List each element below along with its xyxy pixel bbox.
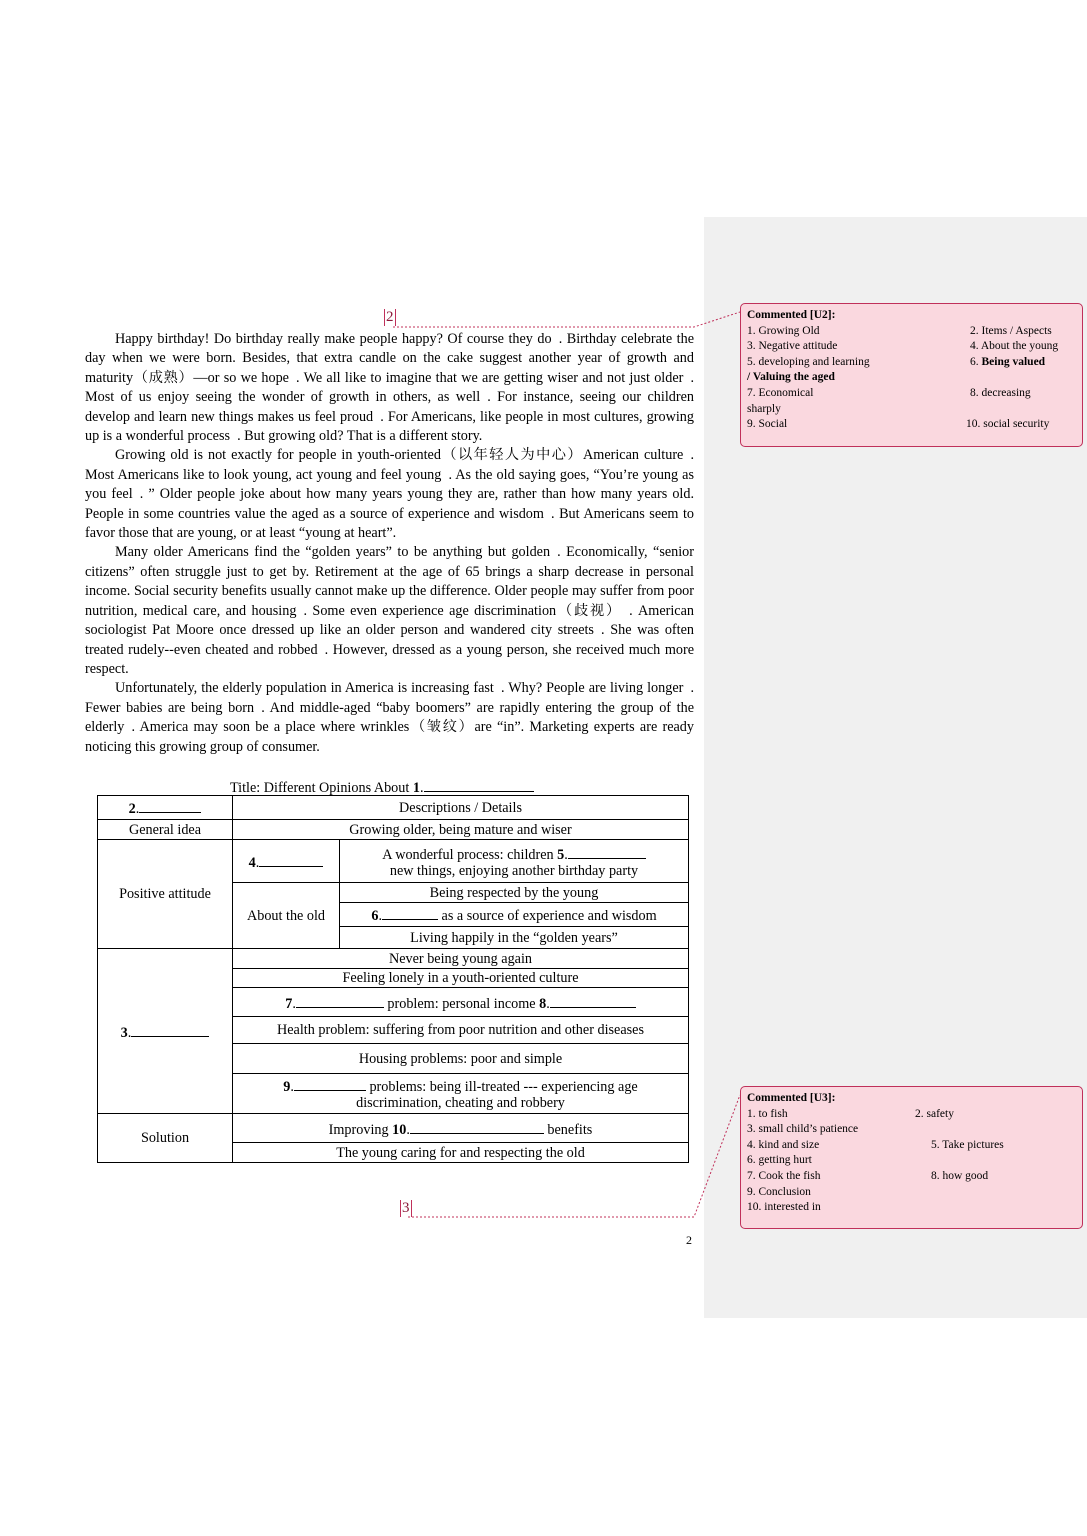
q10-cell: Improving 10. benefits xyxy=(233,1114,689,1143)
comment-marker-3[interactable]: 3 xyxy=(402,1200,410,1216)
paragraph-2: Growing old is not exactly for people in youth-oriented（以年轻人为中心）American culture . Most Americans like to look young, act young and feel young . As the old saying goes, “You’re young as you feel . ” Older people joke about how many years young they are, rather than how many years old. People in some countries value the aged as a source of experience and wisdom . But Americans seem to favor those that are young, or at least “young at heart”. xyxy=(85,447,694,542)
comment-marker-2[interactable]: 2 xyxy=(386,309,394,325)
comment-u2[interactable] xyxy=(740,303,1083,447)
paragraph-1: Happy birthday! Do birthday really make people happy? Of course they do . Birthday celebrate the day when we were born. Besides, that extra candle on the cake suggest another year of growth and maturity（成熟）—or so we hope . We all like to imagine that we are getting wiser and not just older . Most of us enjoy seeing the wonder of growth in others, as well . For instance, seeing our children develop and learn new things makes us feel proud . For Americans, like people in most cultures, growing up is a wonderful process . But growing old? That is a different story. xyxy=(85,331,694,445)
blank-2[interactable] xyxy=(139,798,201,813)
blank-5[interactable] xyxy=(568,844,646,859)
article-body xyxy=(85,330,694,757)
q3-cell: 3. xyxy=(98,949,233,1114)
comment-u3-row: 6. getting hurt xyxy=(747,1154,812,1167)
blank-4[interactable] xyxy=(259,852,323,867)
q4-cell: 4. xyxy=(233,840,340,883)
blank-9[interactable] xyxy=(294,1076,366,1091)
blank-10[interactable] xyxy=(410,1119,544,1134)
header-cell-desc: Descriptions / Details xyxy=(233,796,689,820)
comment-u3-row: 4. kind and size 5. Take pictures xyxy=(747,1138,1004,1151)
general-idea-text: Growing older, being mature and wiser xyxy=(233,820,689,840)
blank-6[interactable] xyxy=(382,905,438,920)
comment-u2-row: 5. developing and learning 6. Being valued xyxy=(747,355,1046,368)
solution-label: Solution xyxy=(98,1114,233,1163)
comment-u3-row: 9. Conclusion xyxy=(747,1185,811,1198)
blank-1[interactable] xyxy=(424,777,534,792)
comment-u2-header: Commented [U2]: xyxy=(747,309,836,321)
housing-cell: Housing problems: poor and simple xyxy=(233,1044,689,1074)
page-number: 2 xyxy=(686,1233,692,1247)
never-young-cell: Never being young again xyxy=(233,949,689,969)
respected-cell: Being respected by the young xyxy=(340,883,689,903)
comment-u2-bold-cont: / Valuing the aged xyxy=(747,371,835,384)
comment-u2-sharply: sharply xyxy=(747,402,781,415)
comment-u3-row: 3. small child’s patience xyxy=(747,1123,859,1136)
comment-u2-row: 9. Social 10. social security xyxy=(747,418,1050,431)
health-cell: Health problem: suffering from poor nutrition and other diseases xyxy=(233,1017,689,1044)
general-idea-label: General idea xyxy=(98,820,233,840)
children-cell: A wonderful process: children 5. new things, enjoying another birthday party xyxy=(340,840,689,883)
paragraph-4: Unfortunately, the elderly population in America is increasing fast . Why? People are living longer . Fewer babies are being born . And middle-aged “baby boomers” are rapidly entering the group of the elderly . America may soon be a place where wrinkles（皱纹）are “in”. Marketing experts are ready noticing this growing group of consumer. xyxy=(85,680,694,755)
golden-years-cell: Living happily in the “golden years” xyxy=(340,927,689,949)
comment-u3[interactable] xyxy=(740,1086,1083,1229)
table-title: Title: Different Opinions About 1. xyxy=(230,777,534,797)
blank-8[interactable] xyxy=(550,993,636,1008)
lonely-cell: Feeling lonely in a youth-oriented culture xyxy=(233,969,689,988)
comment-u3-row: 1. to fish 2. safety xyxy=(747,1107,954,1120)
comment-u3-header: Commented [U3]: xyxy=(747,1092,836,1104)
blank-3[interactable] xyxy=(131,1022,209,1037)
comment-u3-row: 10. interested in xyxy=(747,1201,821,1214)
comment-u2-row: 3. Negative attitude 4. About the young xyxy=(747,340,1059,353)
q9-cell: 9. problems: being ill-treated --- experiencing age discrimination, cheating and robbery xyxy=(233,1074,689,1114)
caring-cell: The young caring for and respecting the old xyxy=(233,1143,689,1163)
comment-u2-row: 7. Economical 8. decreasing xyxy=(747,386,1031,399)
comment-u2-row: 1. Growing Old 2. Items / Aspects xyxy=(747,324,1052,337)
header-cell-num: 2. xyxy=(98,796,233,820)
q6-cell: 6. as a source of experience and wisdom xyxy=(340,903,689,927)
about-old-label: About the old xyxy=(233,883,340,949)
paragraph-3: Many older Americans find the “golden years” to be anything but golden . Economically, “senior citizens” often struggle just to get by. Retirement at the age of 65 brings a sharp decrease in personal income. Social security benefits usually cannot make up the difference. Older people may suffer from poor nutrition, medical care, and housing . Some even experience age discrimination（歧视） . American sociologist Pat Moore once dressed up like an older person and wandered city streets . She was often treated rudely--even cheated and robbed . However, dressed as a young person, she received much more respect. xyxy=(85,544,694,677)
q7-q8-cell: 7. problem: personal income 8. xyxy=(233,988,689,1017)
positive-attitude-label: Positive attitude xyxy=(98,840,233,949)
opinions-table xyxy=(97,795,689,1163)
comment-u3-row: 7. Cook the fish 8. how good xyxy=(747,1169,989,1182)
blank-7[interactable] xyxy=(296,993,384,1008)
